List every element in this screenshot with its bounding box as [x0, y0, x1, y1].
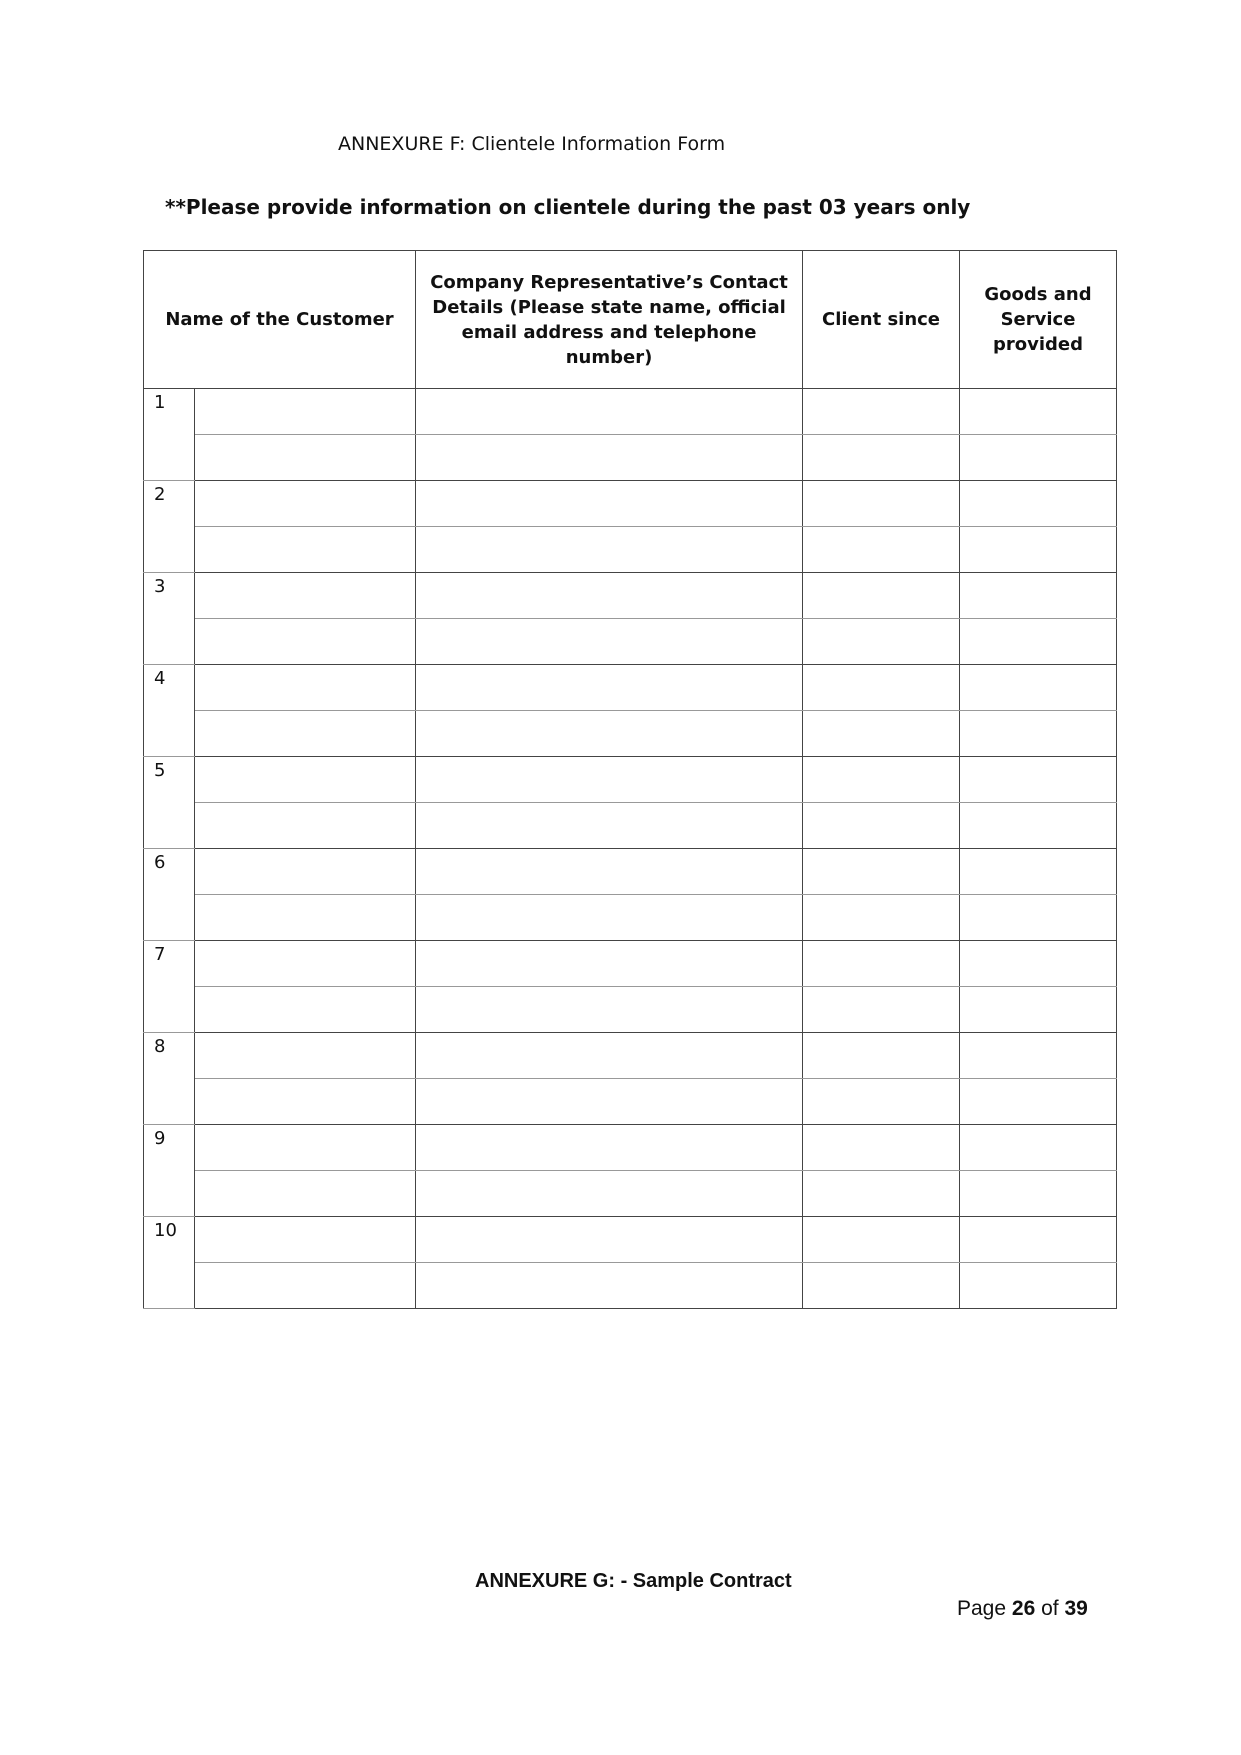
contact-details-cell[interactable] — [416, 665, 803, 711]
contact-details-cell[interactable] — [416, 1079, 803, 1125]
client-since-cell[interactable] — [803, 757, 960, 803]
goods-services-cell[interactable] — [960, 481, 1117, 527]
client-since-cell[interactable] — [803, 941, 960, 987]
customer-name-cell[interactable] — [195, 435, 416, 481]
table-row — [144, 895, 1117, 941]
table-row — [144, 1033, 1117, 1079]
contact-details-cell[interactable] — [416, 757, 803, 803]
contact-details-cell[interactable] — [416, 573, 803, 619]
row-number: 1 — [144, 389, 195, 481]
goods-services-cell[interactable] — [960, 573, 1117, 619]
customer-name-cell[interactable] — [195, 849, 416, 895]
table-row — [144, 435, 1117, 481]
table-row — [144, 1171, 1117, 1217]
table-row — [144, 803, 1117, 849]
table-row — [144, 941, 1117, 987]
goods-services-cell[interactable] — [960, 527, 1117, 573]
goods-services-cell[interactable] — [960, 711, 1117, 757]
instruction-text: **Please provide information on clientele during the past 03 years only — [165, 195, 971, 219]
row-number: 6 — [144, 849, 195, 941]
table-row — [144, 573, 1117, 619]
table-row — [144, 389, 1117, 435]
table-row — [144, 987, 1117, 1033]
row-number: 9 — [144, 1125, 195, 1217]
client-since-cell[interactable] — [803, 895, 960, 941]
contact-details-cell[interactable] — [416, 941, 803, 987]
goods-services-cell[interactable] — [960, 1125, 1117, 1171]
customer-name-cell[interactable] — [195, 803, 416, 849]
contact-details-cell[interactable] — [416, 1033, 803, 1079]
goods-services-cell[interactable] — [960, 987, 1117, 1033]
row-number: 10 — [144, 1217, 195, 1309]
page-prefix: Page — [957, 1597, 1007, 1620]
contact-details-cell[interactable] — [416, 481, 803, 527]
customer-name-cell[interactable] — [195, 1217, 416, 1263]
clientele-table — [143, 250, 1117, 1309]
table-row — [144, 711, 1117, 757]
row-number: 7 — [144, 941, 195, 1033]
table-row — [144, 481, 1117, 527]
customer-name-cell[interactable] — [195, 1263, 416, 1309]
goods-services-cell[interactable] — [960, 665, 1117, 711]
customer-name-cell[interactable] — [195, 711, 416, 757]
client-since-cell[interactable] — [803, 527, 960, 573]
customer-name-cell[interactable] — [195, 665, 416, 711]
client-since-cell[interactable] — [803, 987, 960, 1033]
client-since-cell[interactable] — [803, 665, 960, 711]
goods-services-cell[interactable] — [960, 619, 1117, 665]
client-since-cell[interactable] — [803, 803, 960, 849]
contact-details-cell[interactable] — [416, 895, 803, 941]
customer-name-cell[interactable] — [195, 1171, 416, 1217]
table-header-row — [144, 251, 1117, 389]
customer-name-cell[interactable] — [195, 1125, 416, 1171]
client-since-cell[interactable] — [803, 711, 960, 757]
row-number: 3 — [144, 573, 195, 665]
client-since-cell[interactable] — [803, 1033, 960, 1079]
header-goods-services: Goods and Service provided — [960, 251, 1117, 389]
customer-name-cell[interactable] — [195, 1079, 416, 1125]
contact-details-cell[interactable] — [416, 435, 803, 481]
contact-details-cell[interactable] — [416, 711, 803, 757]
customer-name-cell[interactable] — [195, 987, 416, 1033]
goods-services-cell[interactable] — [960, 1079, 1117, 1125]
contact-details-cell[interactable] — [416, 1217, 803, 1263]
table-row — [144, 1079, 1117, 1125]
client-since-cell[interactable] — [803, 1171, 960, 1217]
row-number: 2 — [144, 481, 195, 573]
contact-details-cell[interactable] — [416, 1125, 803, 1171]
customer-name-cell[interactable] — [195, 619, 416, 665]
client-since-cell[interactable] — [803, 573, 960, 619]
goods-services-cell[interactable] — [960, 1033, 1117, 1079]
table-row — [144, 757, 1117, 803]
client-since-cell[interactable] — [803, 1217, 960, 1263]
page-number — [957, 1597, 1088, 1621]
customer-name-cell[interactable] — [195, 757, 416, 803]
row-number: 8 — [144, 1033, 195, 1125]
contact-details-cell[interactable] — [416, 527, 803, 573]
table-row — [144, 1263, 1117, 1309]
customer-name-cell[interactable] — [195, 895, 416, 941]
client-since-cell[interactable] — [803, 1125, 960, 1171]
contact-details-cell[interactable] — [416, 803, 803, 849]
goods-services-cell[interactable] — [960, 1217, 1117, 1263]
contact-details-cell[interactable] — [416, 619, 803, 665]
header-customer-name: Name of the Customer — [144, 251, 416, 389]
client-since-cell[interactable] — [803, 619, 960, 665]
contact-details-cell[interactable] — [416, 389, 803, 435]
header-contact-details: Company Representative’s Contact Details (Please state name, official email address and telephone number) — [416, 251, 803, 389]
client-since-cell[interactable] — [803, 1263, 960, 1309]
goods-services-cell[interactable] — [960, 803, 1117, 849]
table-row — [144, 527, 1117, 573]
annexure-title: ANNEXURE F: Clientele Information Form — [338, 133, 726, 155]
customer-name-cell[interactable] — [195, 941, 416, 987]
row-number: 4 — [144, 665, 195, 757]
table-row — [144, 665, 1117, 711]
contact-details-cell[interactable] — [416, 849, 803, 895]
customer-name-cell[interactable] — [195, 389, 416, 435]
page-total: 39 — [1064, 1597, 1088, 1620]
customer-name-cell[interactable] — [195, 527, 416, 573]
goods-services-cell[interactable] — [960, 941, 1117, 987]
goods-services-cell[interactable] — [960, 389, 1117, 435]
row-number: 5 — [144, 757, 195, 849]
customer-name-cell[interactable] — [195, 573, 416, 619]
goods-services-cell[interactable] — [960, 1171, 1117, 1217]
goods-services-cell[interactable] — [960, 895, 1117, 941]
goods-services-cell[interactable] — [960, 1263, 1117, 1309]
table-row — [144, 1125, 1117, 1171]
client-since-cell[interactable] — [803, 849, 960, 895]
goods-services-cell[interactable] — [960, 757, 1117, 803]
client-since-cell[interactable] — [803, 481, 960, 527]
table-row — [144, 1217, 1117, 1263]
contact-details-cell[interactable] — [416, 1263, 803, 1309]
goods-services-cell[interactable] — [960, 435, 1117, 481]
goods-services-cell[interactable] — [960, 849, 1117, 895]
client-since-cell[interactable] — [803, 435, 960, 481]
page-of: of — [1041, 1597, 1059, 1620]
table-row — [144, 619, 1117, 665]
client-since-cell[interactable] — [803, 1079, 960, 1125]
table-body — [144, 389, 1117, 1309]
header-client-since: Client since — [803, 251, 960, 389]
page-current: 26 — [1011, 1597, 1036, 1620]
contact-details-cell[interactable] — [416, 987, 803, 1033]
customer-name-cell[interactable] — [195, 481, 416, 527]
contact-details-cell[interactable] — [416, 1171, 803, 1217]
client-since-cell[interactable] — [803, 389, 960, 435]
next-annexure-heading: ANNEXURE G: - Sample Contract — [475, 1570, 792, 1592]
customer-name-cell[interactable] — [195, 1033, 416, 1079]
table-row — [144, 849, 1117, 895]
